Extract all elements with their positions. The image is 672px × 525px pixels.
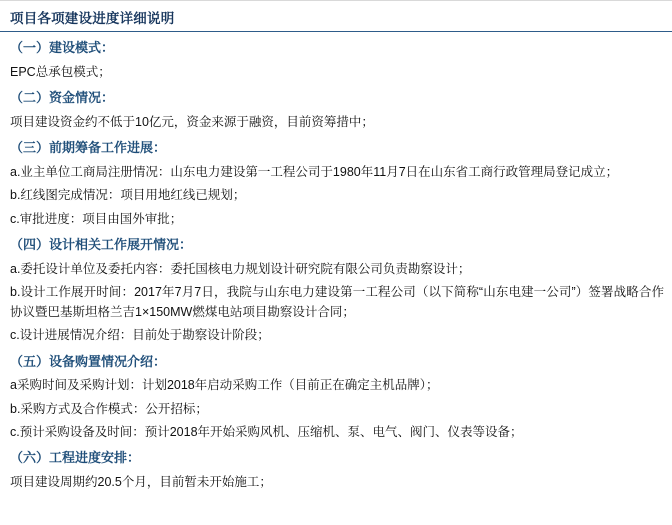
section-heading: （六）工程进度安排：: [10, 450, 141, 466]
document-body: [0, 39, 672, 492]
section-construction-mode: [10, 39, 664, 82]
section-paragraph: c.审批进度：项目由国外审批；: [10, 211, 183, 226]
section-heading: （二）资金情况：: [10, 90, 115, 106]
page-title: 项目各项建设进度详细说明: [10, 11, 175, 26]
section-paragraph: a.委托设计单位及委托内容：委托国核电力规划设计研究院有限公司负责勘察设计；: [10, 261, 471, 276]
section-paragraph: c.设计进展情况介绍：目前处于勘察设计阶段；: [10, 328, 270, 343]
section-paragraph: 项目建设资金约不低于10亿元，资金来源于融资，目前资筹措中；: [10, 114, 374, 129]
section-heading: （一）建设模式：: [10, 40, 115, 55]
section-design-work: [10, 236, 664, 346]
section-paragraph: EPC总承包模式；: [10, 64, 111, 79]
section-heading: （四）设计相关工作展开情况：: [10, 236, 193, 252]
section-preliminary-progress: [10, 139, 664, 229]
section-heading: （五）设备购置情况介绍：: [10, 353, 167, 369]
section-paragraph: a采购时间及采购计划：计划2018年启动采购工作（目前正在确定主机品牌）；: [10, 378, 439, 393]
section-paragraph: a.业主单位工商局注册情况：山东电力建设第一工程公司于1980年11月7日在山东省工商行政管理局登记成立；: [10, 165, 619, 180]
section-equipment-procurement: [10, 353, 664, 443]
section-funding: [10, 89, 664, 132]
section-paragraph: b.设计工作展开时间：2017年7月7日，我院与山东电力建设第一工程公司（以下简称“山东电建一公司”）签署战略合作协议暨巴基斯坦格兰吉1×150MW燃煤电站项目勘察设计合同；: [10, 284, 664, 320]
section-paragraph: c.预计采购设备及时间：预计2018年开始采购风机、压缩机、泵、电气、阀门、仪表等设备；: [10, 424, 523, 439]
title-divider: [0, 31, 672, 32]
section-schedule: [10, 449, 664, 492]
section-paragraph: b.红线图完成情况：项目用地红线已规划；: [10, 188, 246, 203]
section-heading: （三）前期筹备工作进展：: [10, 140, 167, 156]
section-paragraph: 项目建设周期约20.5个月，目前暂未开始施工；: [10, 475, 272, 490]
section-paragraph: b.采购方式及合作模式：公开招标；: [10, 401, 208, 416]
